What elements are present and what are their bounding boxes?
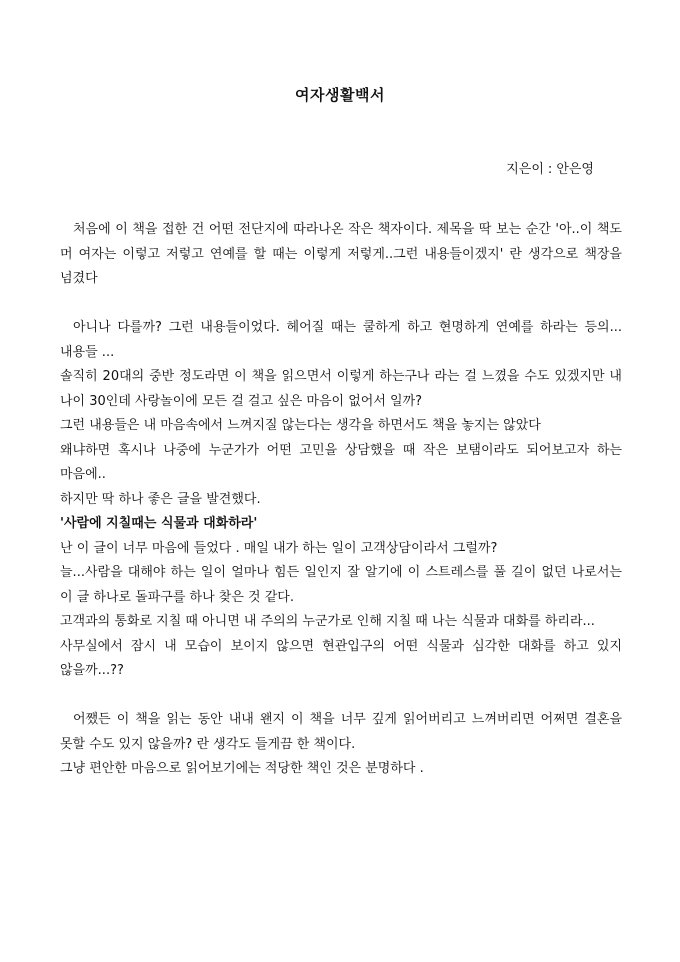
paragraph-tired-calls: 고객과의 통화로 지칠 때 아니면 내 주의의 누군가로 인해 지칠 때 나는 식물과 대화를 하리라...: [60, 614, 595, 629]
paragraph-not-felt: 그런 내용들은 내 마음속에서 느껴지질 않는다는 생각을 하면서도 책을 놓지는 않았다: [60, 418, 541, 433]
document-body: [60, 218, 622, 782]
paragraph-anyway: 어쨌든 이 책을 읽는 동안 내내 왠지 이 책을 너무 깊게 읽어버리고 느껴버리면 어쩌면 결혼을 못할 수도 있지 않을까? 란 생각도 들게끔 한 책이다.: [60, 712, 622, 752]
author-line: [506, 158, 594, 177]
highlight-quote: '사람에 지칠때는 식물과 대화하라': [60, 516, 258, 531]
paragraph-honestly: 솔직히 20대의 중반 정도라면 이 책을 읽으면서 이렇게 하는구나 라는 걸 느꼈을 수도 있겠지만 내 나이 30인데 사랑놀이에 모든 걸 걸고 싶은 마음이 없어서 일까?: [60, 369, 622, 409]
author-name: 안은영: [556, 162, 594, 177]
paragraph-because: 왜냐하면 혹시나 나중에 누군가가 어떤 고민을 상담했을 때 작은 보탬이라도 되어보고자 하는 마음에..: [60, 442, 622, 482]
paragraph-conclusion: 그냥 편안한 마음으로 읽어보기에는 적당한 책인 것은 분명하다 .: [60, 761, 424, 776]
paragraph-liked-it: 난 이 글이 너무 마음에 들었다 . 매일 내가 하는 일이 고객상담이라서 그럴까?: [60, 540, 498, 556]
paragraph-always: 늘...사람을 대해야 하는 일이 얼마나 힘든 일인지 잘 알기에 이 스트레스를 풀 길이 없던 나로서는 이 글 하나로 돌파구를 하나 찾은 것 같다.: [60, 565, 622, 605]
paragraph-office: 사무실에서 잠시 내 모습이 보이지 않으면 현관입구의 어떤 식물과 심각한 대화를 하고 있지 않을까...??: [60, 638, 623, 678]
paragraph-as-expected: 아니나 다를까? 그런 내용들이었다. 헤어질 때는 쿨하게 하고 현명하게 연예를 하라는 등의...내용들 ...: [60, 320, 622, 360]
document-title: 여자생활백서: [295, 86, 385, 104]
paragraph-gap: [60, 292, 622, 317]
paragraph-intro: 처음에 이 책을 접한 건 어떤 전단지에 따라나온 작은 책자이다. 제목을 딱 보는 순간 '아..이 책도 머 여자는 이렇고 저렇고 연예를 할 때는 이렇게 저렇게..그런 내용들이겠지' 란 생각으로 책장을 넘겼다: [60, 222, 622, 286]
author-separator: :: [547, 162, 553, 177]
paragraph-found-good-line: 하지만 딱 하나 좋은 글을 발견했다.: [60, 491, 261, 507]
author-label: 지은이: [506, 162, 544, 177]
paragraph-gap: [60, 684, 622, 709]
